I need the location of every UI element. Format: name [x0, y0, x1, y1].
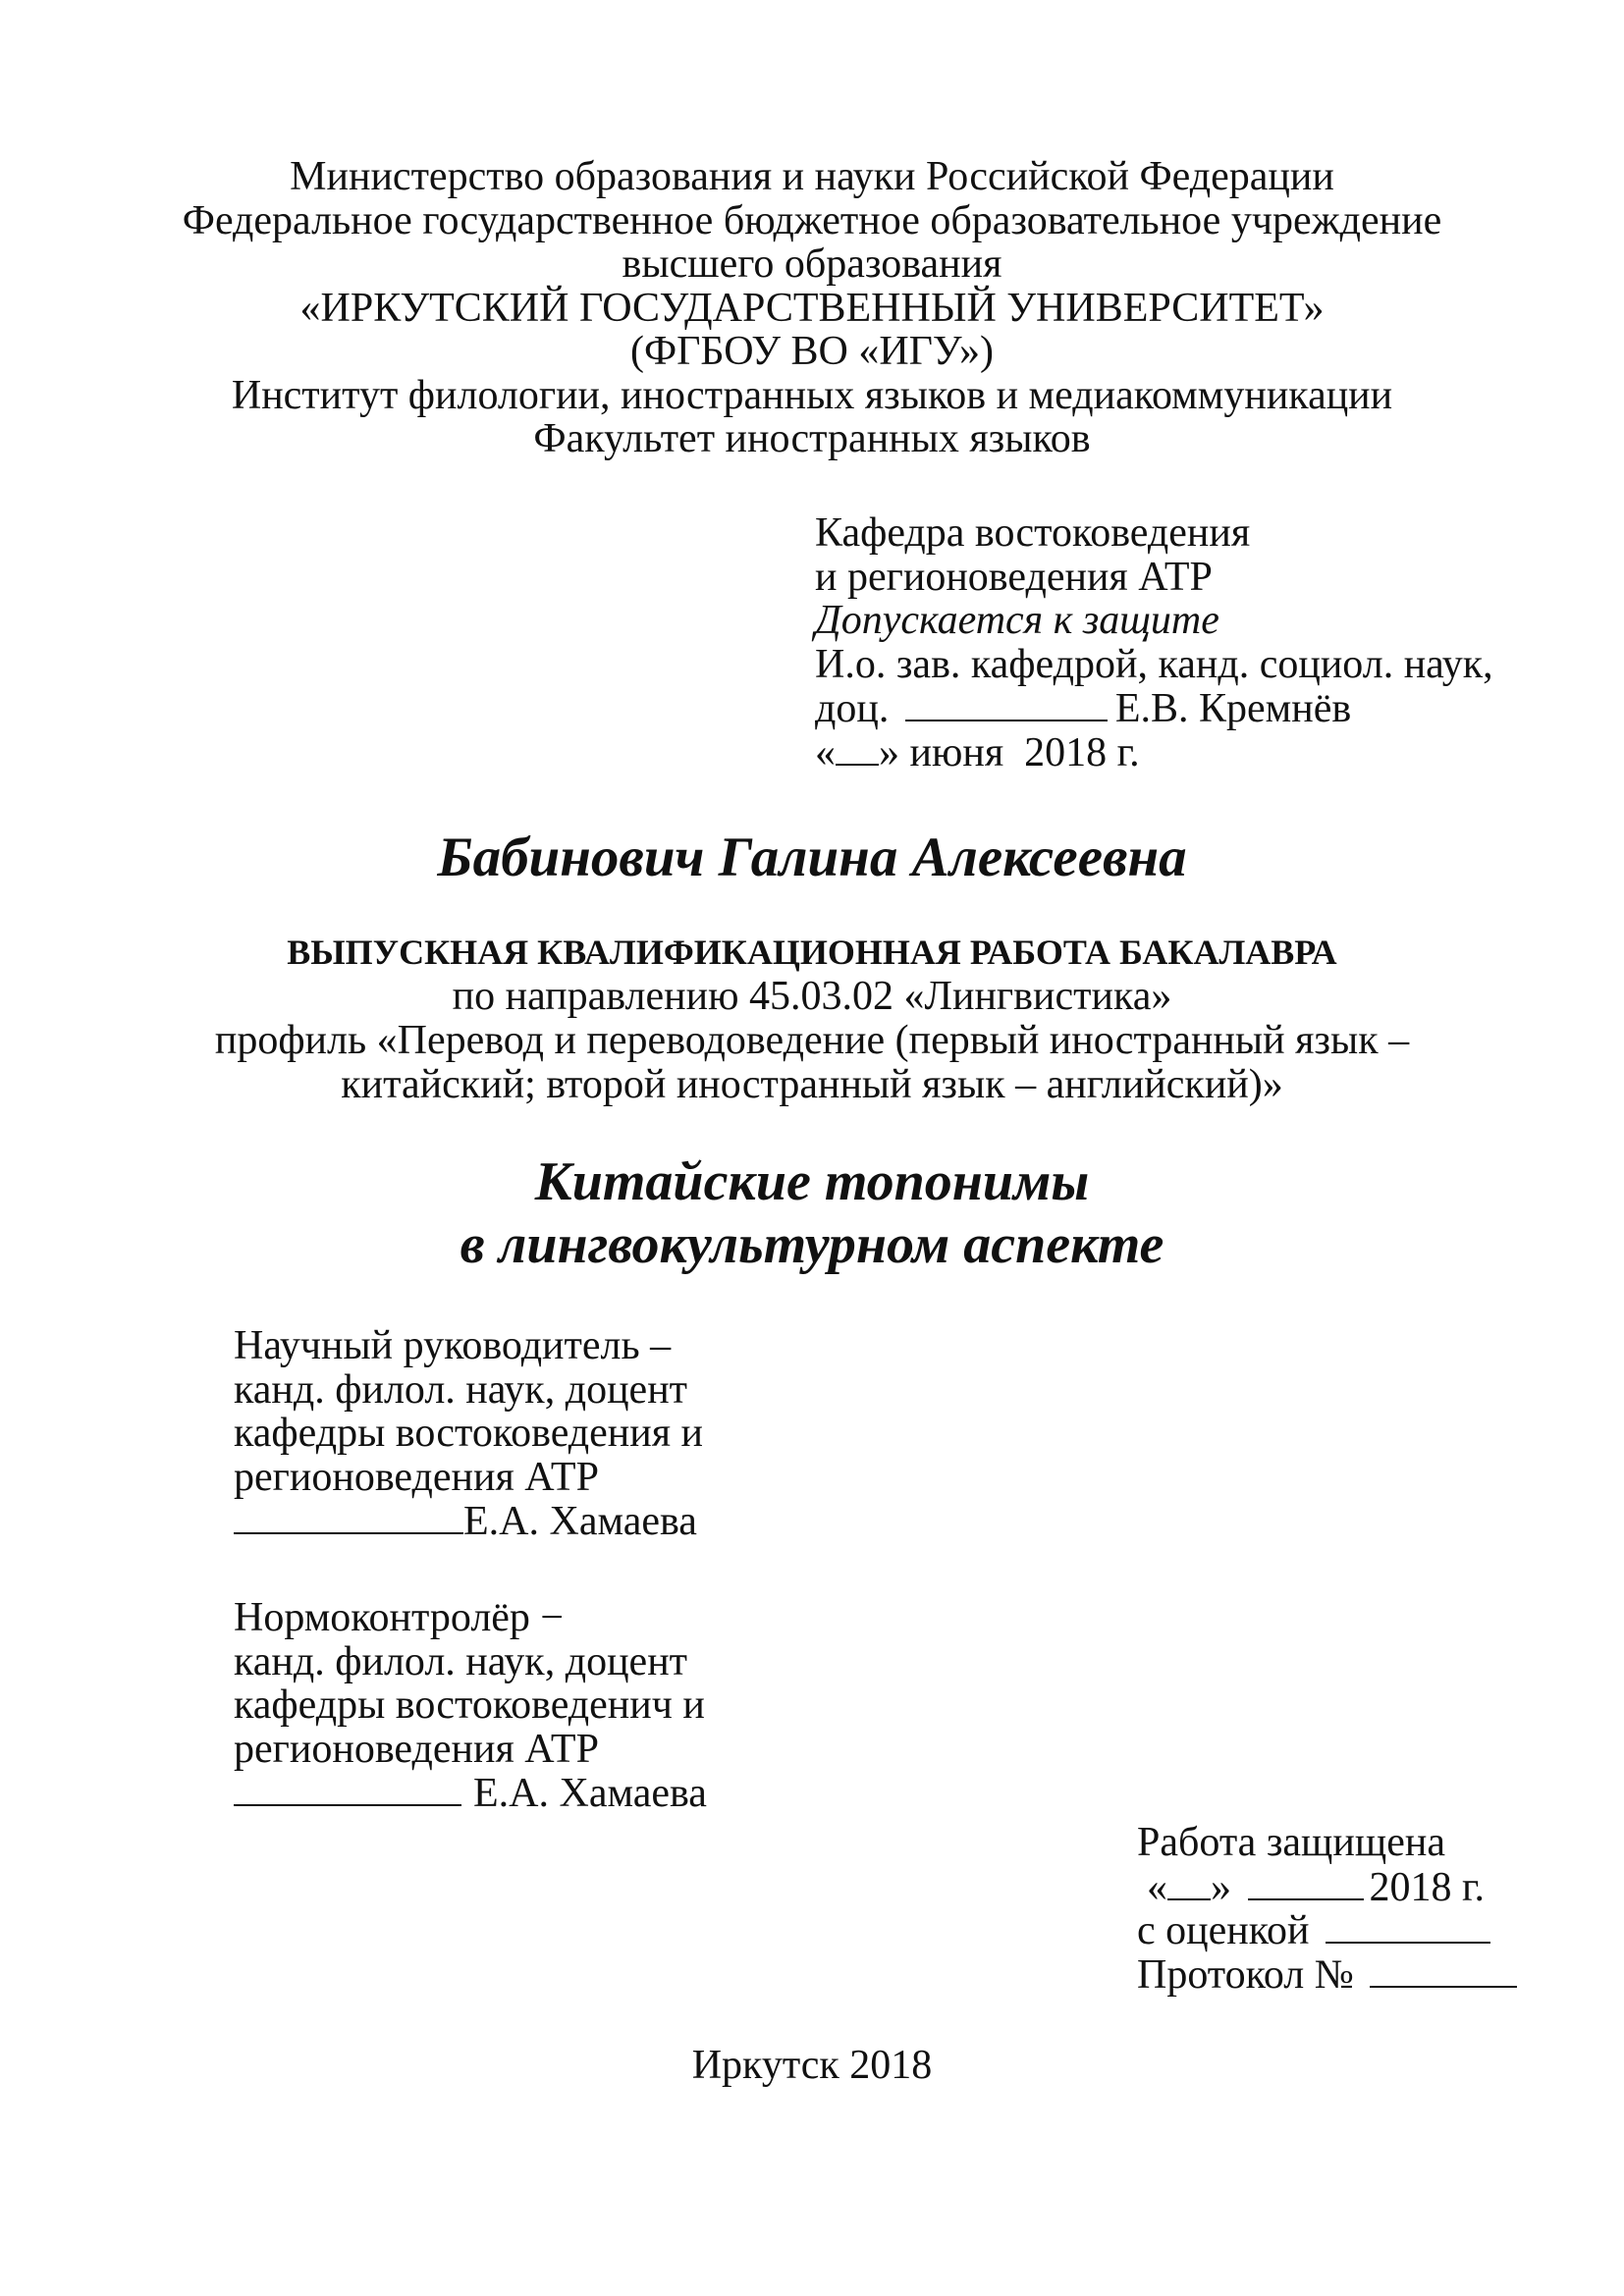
city-year: Иркутск 2018 — [691, 2043, 933, 2088]
defense-day-blank — [1167, 1865, 1211, 1900]
defense-protocol-label: Протокол № — [1137, 1951, 1354, 1998]
approval-day-blank — [836, 730, 879, 766]
defense-date-mid: » — [1211, 1864, 1231, 1910]
supervisor-dept-line2: регионоведения АТР — [234, 1454, 599, 1500]
defense-grade-label: с оценкой — [1137, 1908, 1310, 1953]
defense-grade-line — [1137, 1908, 1517, 1952]
normcontrol-degree: канд. филол. наук, доцент — [234, 1638, 688, 1684]
supervisor-degree: канд. филол. наук, доцент — [234, 1366, 688, 1413]
head-title-prefix: доц. — [815, 686, 890, 731]
head-signature-line — [815, 686, 1493, 730]
supervisor-block — [234, 1324, 703, 1543]
normcontrol-block — [234, 1596, 707, 1815]
university-abbr-line: (ФГБОУ ВО «ИГУ») — [629, 329, 995, 374]
header-block — [0, 155, 1624, 461]
thesis-profile-line2: китайский; второй иностранный язык – английский)» — [341, 1062, 1283, 1107]
author-name: Бабинович Галина Алексеевна — [437, 827, 1187, 888]
thesis-title-line2: в лингвокультурном аспекте — [460, 1214, 1164, 1275]
thesis-description — [0, 931, 1624, 1107]
thesis-type: ВЫПУСКНАЯ КВАЛИФИКАЦИОННАЯ РАБОТА БАКАЛАВРА — [287, 933, 1337, 972]
faculty-line: Факультет иностранных языков — [533, 416, 1091, 461]
normcontrol-dept-line2: регионоведения АТР — [234, 1726, 599, 1772]
defense-protocol-blank — [1370, 1952, 1517, 1988]
thesis-title — [0, 1150, 1624, 1276]
defense-date-year: 2018 г. — [1369, 1864, 1485, 1910]
defense-date-line — [1137, 1865, 1517, 1909]
normcontrol-signature-line — [234, 1771, 707, 1815]
ministry-line: Министерство образования и науки Российской Федерации — [290, 154, 1334, 199]
approval-date-rest: » июня 2018 г. — [879, 729, 1140, 775]
head-position-line: И.о. зав. кафедрой, канд. социол. наук, — [815, 641, 1493, 687]
department-approval-block — [815, 511, 1493, 774]
university-name-line: «ИРКУТСКИЙ ГОСУДАРСТВЕННЫЙ УНИВЕРСИТЕТ» — [299, 285, 1325, 331]
thesis-direction: по направлению 45.03.02 «Лингвистика» — [452, 974, 1172, 1019]
defense-status: Работа защищена — [1137, 1820, 1445, 1865]
admission-note: Допускается к защите — [815, 598, 1219, 643]
thesis-profile-line1: профиль «Перевод и переводоведение (первый иностранный язык – — [214, 1018, 1410, 1063]
education-level-line: высшего образования — [622, 241, 1002, 287]
normcontrol-signature-blank — [234, 1771, 461, 1806]
head-name: Е.В. Кремнёв — [1114, 686, 1352, 731]
institution-type-line: Федеральное государственное бюджетное образовательное учреждение — [182, 197, 1442, 243]
approval-date-line — [815, 730, 1493, 774]
defense-grade-blank — [1326, 1908, 1490, 1944]
defense-block — [1137, 1821, 1517, 1996]
supervisor-signature-blank — [234, 1499, 463, 1534]
defense-protocol-line — [1137, 1952, 1517, 1997]
supervisor-dept-line1: кафедры востоковедения и — [234, 1411, 704, 1456]
supervisor-name: Е.А. Хамаева — [463, 1499, 697, 1544]
head-signature-blank — [905, 686, 1108, 721]
thesis-title-line1: Китайские топонимы — [534, 1151, 1090, 1212]
institute-line: Институт филологии, иностранных языков и медиакоммуникации — [231, 372, 1393, 418]
supervisor-role: Научный руководитель – — [234, 1323, 672, 1368]
normcontrol-role: Нормоконтролёр − — [234, 1595, 565, 1640]
approval-date-open: « — [815, 729, 836, 775]
supervisor-signature-line — [234, 1499, 703, 1543]
defense-month-blank — [1248, 1865, 1364, 1900]
defense-date-open: « — [1147, 1864, 1167, 1910]
normcontrol-name: Е.А. Хамаева — [473, 1771, 707, 1816]
normcontrol-dept-line1: кафедры востоковеденич и — [234, 1682, 705, 1728]
department-name-line1: Кафедра востоковедения — [815, 510, 1251, 556]
department-name-line2: и регионоведения АТР — [815, 554, 1213, 600]
